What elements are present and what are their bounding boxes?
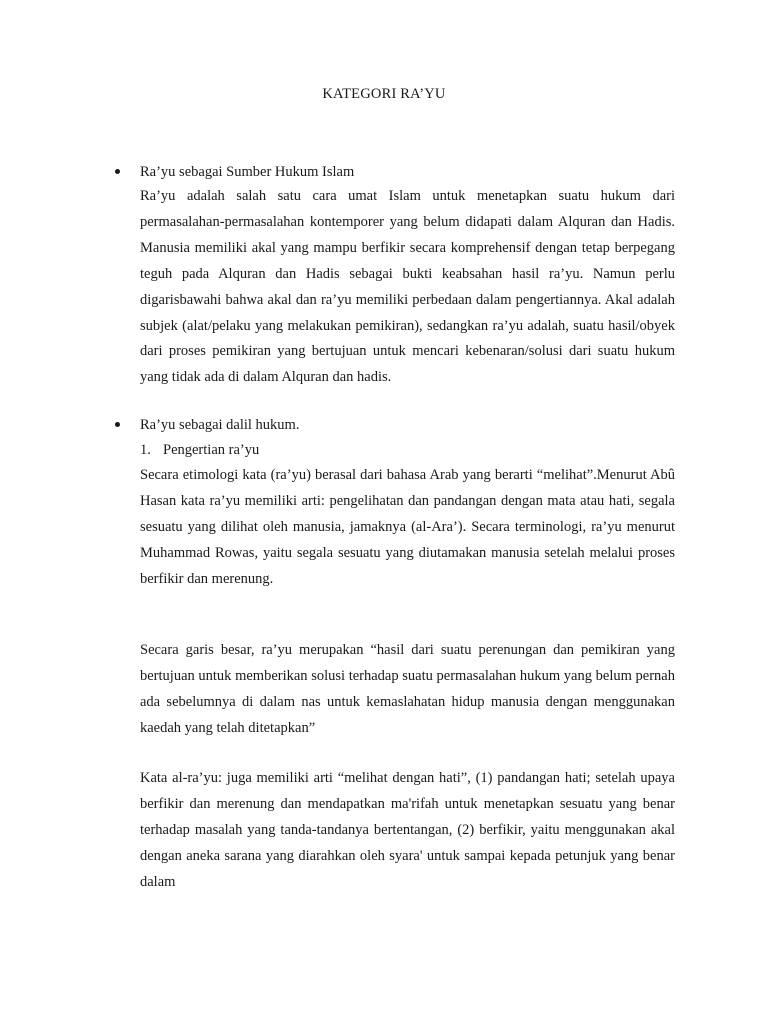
section-heading: Ra’yu sebagai Sumber Hukum Islam [140,164,355,180]
bullet-item [0,413,768,437]
numbered-item [0,437,768,463]
bullet-icon [115,169,120,174]
section-kata-al-rayu [0,766,768,896]
body-paragraph: Ra’yu adalah salah satu cara umat Islam untuk menetapkan suatu hukum dari permasalahan-permasalahan kontemporer yang belum didapati dalam Alquran dan Hadis. Manusia memiliki akal yang mampu berfikir secara komprehensif dengan tetap berpegang teguh pada Alquran dan Hadis sebagai bukti keabsahan hasil ra’yu. Namun perlu digarisbawahi bahwa akal dan ra’yu memiliki perbedaan dalam pengertiannya. Akal adalah subjek (alat/pelaku yang melakukan pemikiran), sedangkan ra’yu adalah, suatu hasil/obyek dari proses pemikiran yang bertujuan untuk mencari kebenaran/solusi dari suatu hukum yang tidak ada di dalam Alquran dan hadis. [140,188,675,386]
section-sumber-hukum [0,160,768,391]
body-paragraph: Secara garis besar, ra’yu merupakan “hasil dari suatu perenungan dan pemikiran yang bertujuan untuk memberikan solusi terhadap suatu permasalahan hukum yang belum pernah ada sebelumnya di dalam nas untuk kemaslahatan hidup manusia dengan menggunakan kaedah yang telah ditetapkan” [140,642,675,736]
bullet-icon [115,422,120,427]
list-number: 1. [140,442,151,458]
subsection-heading: Pengertian ra’yu [163,442,260,458]
section-heading: Ra’yu sebagai dalil hukum. [140,417,300,433]
body-paragraph: Secara etimologi kata (ra’yu) berasal dari bahasa Arab yang berarti “melihat”.Menurut Abû Hasan kata ra’yu memiliki arti: pengelihatan dan pandangan dengan mata atau hati, segala sesuatu yang dilihat oleh manusia, jamaknya (al-Ara’). Secara terminologi, ra’yu menurut Muhammad Rowas, yaitu segala sesuatu yang diutamakan manusia setelah melalui proses berfikir dan merenung. [140,467,675,587]
page-title: KATEGORI RA’YU [322,86,446,102]
section-dalil-hukum [0,413,768,593]
section-garis-besar [0,638,768,742]
body-paragraph: Kata al-ra’yu: juga memiliki arti “melihat dengan hati”, (1) pandangan hati; setelah upaya berfikir dan merenung dan mendapatkan ma'rifah untuk menetapkan sesuatu yang benar terhadap masalah yang tanda-tandanya bertentangan, (2) berfikir, yaitu menggunakan akal dengan aneka sarana yang diarahkan oleh syara' untuk sampai kepada petunjuk yang benar dalam [140,770,675,890]
bullet-item [0,160,768,184]
